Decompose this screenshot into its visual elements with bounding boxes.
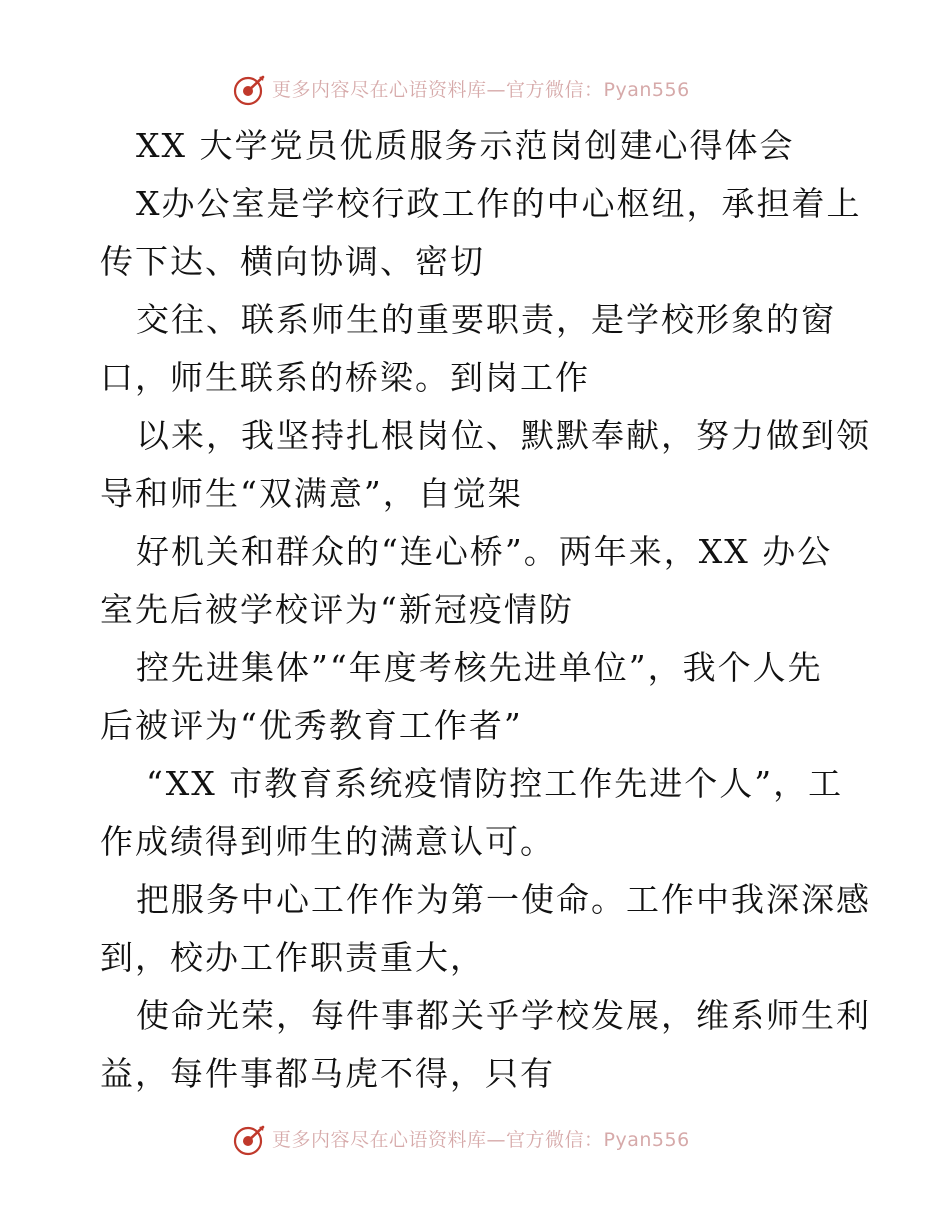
paragraph-line: 后被评为“优秀教育工作者”	[100, 706, 523, 745]
pen-logo-icon	[232, 1124, 266, 1156]
footer-watermark	[0, 1122, 950, 1158]
paragraph-line: 室先后被学校评为“新冠疫情防	[100, 590, 574, 629]
paragraph-line: 控先进集体”“年度考核先进单位”，我个人先	[136, 648, 823, 687]
document-title: XX 大学党员优质服务示范岗创建心得体会	[136, 126, 795, 165]
paragraph-line: 使命光荣，每件事都关乎学校发展，维系师生利	[136, 996, 871, 1035]
paragraph-line: 益，每件事都马虎不得，只有	[100, 1054, 555, 1093]
paragraph-line: 好机关和群众的“连心桥”。两年来，XX 办公	[136, 532, 833, 571]
paragraph-line: 口，师生联系的桥梁。到岗工作	[100, 358, 590, 397]
paragraph-line: 到，校办工作职责重大，	[100, 938, 485, 977]
paragraph-line: 传下达、横向协调、密切	[100, 242, 485, 281]
watermark-text: 更多内容尽在心语资料库—官方微信：Pyan556	[272, 79, 690, 101]
watermark-text: 更多内容尽在心语资料库—官方微信：Pyan556	[272, 1129, 690, 1151]
paragraph-line: 交往、联系师生的重要职责，是学校形象的窗	[136, 300, 836, 339]
paragraph-line: 作成绩得到师生的满意认可。	[100, 822, 555, 861]
pen-logo-icon	[232, 74, 266, 106]
header-watermark	[0, 72, 950, 108]
paragraph-line: 以来，我坚持扎根岗位、默默奉献，努力做到领	[136, 416, 871, 455]
paragraph-line: “XX 市教育系统疫情防控工作先进个人”，工	[146, 764, 844, 803]
paragraph-line: 导和师生“双满意”，自觉架	[100, 474, 523, 513]
paragraph-line: 把服务中心工作作为第一使命。工作中我深深感	[136, 880, 871, 919]
paragraph-line: X办公室是学校行政工作的中心枢纽，承担着上	[136, 184, 862, 223]
